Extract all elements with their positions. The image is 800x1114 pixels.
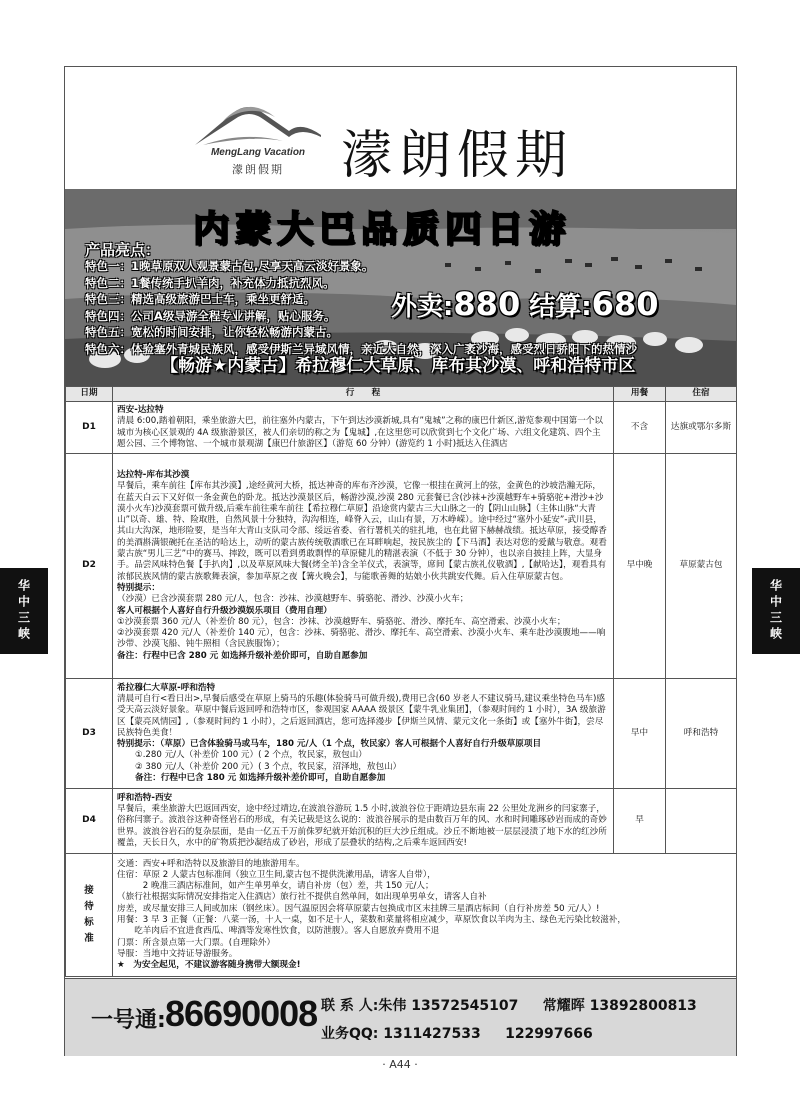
brand-title: 濛朗假期 <box>341 126 574 186</box>
table-row <box>66 402 737 454</box>
header-meal: 用餐 <box>614 387 666 402</box>
day-description: 清晨可自行<看日出>,早餐后感受在草原上骑马的乐趣(体验骑马可做升级),费用已含(60 岁老人不建议骑马,建议乘坐特色马车)感受天高云淡好景象。草原中餐后返回呼和浩特市区，参观国家 AAAA 级景区【蒙牛乳业集团】，（参观时间约 1 小时），3A 级旅游区【蒙亮风情园】,（参观时间约 1 小时），之后返回酒店，您可选择漫步【伊斯兰风情、蒙元文化一条街】或【塞外牛街】，尝尽民族特色美食！ <box>117 693 606 738</box>
highlight-item: 特色一：1晚草原双人观景蒙古包,尽享天高云淡好景象。 <box>85 259 374 273</box>
table-row <box>66 854 737 977</box>
table-header-row <box>66 387 737 402</box>
standard-line: （旅行社根据实际情况安排指定入住酒店）旅行社不提供自然单间，如出现单男单女，请客人自补 <box>117 892 487 903</box>
highlight-item: 特色三：精选高级旅游巴士车，乘坐更舒适。 <box>85 292 315 306</box>
standard-line: 门票：所含景点第一大门票。(自理除外） <box>117 937 276 948</box>
mountain-logo-icon <box>193 91 323 149</box>
banner-subtitle: 【畅游★内蒙古】希拉穆仁大草原、库布其沙漠、呼和浩特市区 <box>161 356 636 376</box>
side-tab-left: 华中三峡 <box>0 568 48 654</box>
day-cell: D3 <box>66 679 113 789</box>
day-description: 早餐后，乘车前往【库布其沙漠】,途经黄河大桥，抵达神奇的库布齐沙漠，它像一根挂在黄河上的弦，金黄色的沙坡浩瀚无际，在蓝天白云下又好似一条金黄色的卧龙。抵达沙漠景区后，畅游沙漠,沙漠 280 元套餐已含(沙袜+沙漠越野车+骑骆驼+滑沙+沙漠小火车)沙漠套票可做升级,后乘车前往乘车前往【希拉穆仁草原】沿途赏内蒙古三大山脉之一的【阴山山脉】（主体山脉“大青山”以奇、雄、特、险取胜，自然风景十分独特，沟沟相连，峰脊入云，山山有景，万木峥嵘）。途中经过“塞外小延安”-武川县，其山大沟深，地形险要，是当年大青山支队司令部、绥远省委、省行署机关的驻扎地，也在此留下赫赫战绩。抵达草原，接受醇香的美酒斟满银碗托在圣洁的哈达上，动听的蒙古族传统敬酒歌已在耳畔响起，按民族尘的【下马酒】表达对您的爱戴与敬意。观看蒙古族“男儿三艺”中的赛马、摔跤，既可以看到勇敢剽悍的草原健儿的精湛表演（不低于 30 分钟），也以亲自披挂上阵，大显身手。品尝风味特色餐【手扒肉】,以及草原风味大餐(烤全羊)含全羊仪式，表演等，席间【蒙古族礼仪敬酒】,【献哈达】，观看具有浓郁民族风情的蒙古族歌舞表演，参加草原之夜【篝火晚会】，与能歌善舞的姑娘小伙共跳安代舞。后入住草原蒙古包。 <box>117 481 607 582</box>
stay-cell: 达旗或鄂尔多斯 <box>666 402 737 454</box>
contact-line <box>321 995 697 1015</box>
banner-title: 内蒙大巴品质四日游 <box>193 208 572 250</box>
standard-line: 住宿：草原 2 人蒙古包标准间（独立卫生间,蒙古包不提供洗漱用品，请客人自带）， <box>117 869 436 880</box>
itinerary-cell <box>113 402 614 454</box>
standards-label <box>66 854 113 977</box>
day-cell: D2 <box>66 454 113 679</box>
hotline-number: 86690008 <box>165 993 318 1034</box>
logo-chinese: 濛朗假期 <box>232 163 284 176</box>
table-row <box>66 789 737 854</box>
retail-price-label: 外卖: <box>391 292 454 322</box>
itinerary-table <box>65 386 737 977</box>
contact-label: 联 系 人:朱伟 <box>321 998 407 1014</box>
logo-english: MengLang Vacation <box>210 147 306 158</box>
price-block <box>391 285 658 323</box>
contact-phone: 13892800813 <box>589 998 697 1014</box>
tip-line: （沙漠）已含沙漠套票 280 元/人，包含：沙袜、沙漠越野车、骑骆驼、滑沙、沙漠小火车； <box>117 594 469 605</box>
page-frame <box>64 66 737 1056</box>
qq-number: 122997666 <box>505 1026 593 1042</box>
qq-label: 业务QQ: <box>321 1026 379 1042</box>
settlement-price: 680 <box>591 285 659 323</box>
stay-cell: 呼和浩特 <box>666 679 737 789</box>
contact-phone: 13572545107 <box>411 998 519 1014</box>
day-description: 早餐后，乘坐旅游大巴返回西安，途中经过靖边,在波浪谷游玩 1.5 小时,波浪谷位于距靖边县东南 22 公里处龙洲乡的闫家寨子，俗称闫寨子。波浪谷这种奇怪岩石的形成，有关记载是这么说的：波浪谷展示的是由数百万年的风、水和时间雕琢砂岩而成的奇妙世界。波浪谷岩石的复杂层面，是由一亿五千万前侏罗纪就开始沉积的巨大沙丘组成。沙丘不断地被一层层浸渍了地下水的红沙所覆盖，天长日久，水中的矿物质把沙凝结成了砂岩，形成了层叠状的结构,之后乘车返回西安! <box>117 804 607 848</box>
tip-title: 特别提示：（草原）已含体验骑马或马车，180 元/人（1 个点，牧民家）客人可根据个人喜好自行升级草原项目 <box>117 739 542 750</box>
tip-line: ②沙漠套票 420 元/人（补差价 140 元），包含：沙袜、骑骆驼、滑沙、摩托车、高空滑索、沙漠小火车、乘车赴沙漠腹地——响沙带、沙漠飞船、钝牛照相（含民族服饰）； <box>117 628 606 650</box>
day-cell: D4 <box>66 789 113 854</box>
qq-line <box>321 1023 593 1043</box>
header-stay: 住宿 <box>666 387 737 402</box>
day-title: 达拉特-库布其沙漠 <box>117 469 190 480</box>
meal-cell: 不含 <box>614 402 666 454</box>
tip-note: 备注：行程中已含 280 元 如选择升级补差价即可，自助自愿参加 <box>117 650 368 661</box>
stay-cell: 草原蒙古包 <box>666 454 737 679</box>
day-description: 清晨 6:00,踏着朝阳，乘坐旅游大巴，前往塞外内蒙古，下午到达沙漠新城,具有”鬼城”之称的康巴什新区,游览参观中国第一个以城市为核心区景观的 4A 级旅游景区，被人们亲切的称之为【鬼城】,在这里您可以欣赏到七个文化广场、六组文化建筑、四个主题公园、三个博物馆、一个城市景观湖【康巴什旅游区】（游览 60 分钟）(游览约 1 小时)抵达入住酒店 <box>117 416 604 449</box>
header-date: 日期 <box>66 387 113 402</box>
qq-number: 1311427533 <box>383 1026 481 1042</box>
stay-cell <box>666 789 737 854</box>
tip-line: ② 380 元/人（补差价 200 元）( 3 个点，牧民家，沼泽地，敖包山） <box>135 761 402 772</box>
header-itinerary: 行 程 <box>113 387 614 402</box>
day-cell: D1 <box>66 402 113 454</box>
banner <box>65 189 736 386</box>
highlights-title: 产品亮点： <box>85 241 161 259</box>
standard-line: ★ 为安全起见，不建议游客随身携带大额现金! <box>117 960 301 971</box>
side-tab-right: 华中三峡 <box>752 568 800 654</box>
table-row <box>66 454 737 679</box>
page-number: · A44 · <box>382 1058 418 1071</box>
tip-line: 客人可根据个人喜好自行升级沙漠娱乐项目（费用自理） <box>117 605 332 616</box>
meal-cell: 早中晚 <box>614 454 666 679</box>
meal-cell: 早中 <box>614 679 666 789</box>
standard-line: 吃羊肉后不宜进食西瓜、啤酒等发寒性饮食，以防泄腹）。客人自愿放弃费用不退 <box>117 926 440 937</box>
day-title: 希拉穆仁大草原-呼和浩特 <box>117 682 216 693</box>
tip-note: 备注：行程中已含 180 元 如选择升级补差价即可，自助自愿参加 <box>135 773 386 784</box>
standards-cell <box>113 854 737 977</box>
itinerary-cell <box>113 679 614 789</box>
highlight-item: 特色六：体验塞外青城民族风，感受伊斯兰异域风情，亲近大自然，深入广袤沙海，感受烈日骄阳下的热情沙 <box>85 341 637 356</box>
highlight-item: 特色四：公司A级导游全程专业讲解，贴心服务。 <box>85 308 336 323</box>
contact-name: 常耀晖 <box>542 998 585 1014</box>
day-title: 呼和浩特-西安 <box>117 792 173 803</box>
standard-line: 用餐：3 早 3 正餐（正餐：八菜一汤，十人一桌，如不足十人，菜数和菜量将相应减少，草原饮食以羊肉为主、绿色无污染比较滋补， <box>117 915 626 925</box>
day-title: 西安-达拉特 <box>117 404 164 415</box>
retail-price: 880 <box>453 285 521 323</box>
standard-line: 导服：当地中文持证导游服务。 <box>117 948 238 959</box>
highlight-item: 特色二：1餐传统手扒羊肉，补充体力抵抗烈风。 <box>85 275 335 290</box>
meal-cell: 早 <box>614 789 666 854</box>
settlement-price-label: 结算: <box>529 292 592 322</box>
contact-footer <box>65 978 736 1056</box>
logo <box>193 91 323 181</box>
standard-line: 房差，或尽量安排三人间或加床（钢丝床）。因气温原因会将草原蒙古包换成市区末挂牌三星酒店标间（自行补房差 50 元/人）! <box>117 903 600 914</box>
tip-line: ①.280 元/人（补差价 100 元）( 2 个点，牧民家，敖包山） <box>135 750 367 761</box>
itinerary-cell <box>113 789 614 854</box>
table-row <box>66 679 737 789</box>
hotline-label: 一号通: <box>91 1008 166 1033</box>
header <box>65 67 736 189</box>
itinerary-cell <box>113 454 614 679</box>
standard-line: 2 晚准三酒店标准间，如产生单男单女，请自补房（包）差，共 150 元/人； <box>117 881 434 892</box>
tip-title: 特别提示： <box>117 582 160 593</box>
highlight-item: 特色五：宽松的时间安排，让你轻松畅游内蒙古。 <box>85 325 338 339</box>
standard-line: 交通：西安+呼和浩特以及旅游目的地旅游用车。 <box>117 858 305 869</box>
tip-line: ①沙漠套票 360 元/人（补差价 80 元），包含：沙袜、沙漠越野车、骑骆驼、滑沙、摩托车、高空滑索、沙漠小火车； <box>117 616 566 627</box>
standards-label-text: 接待标准 <box>84 885 94 944</box>
